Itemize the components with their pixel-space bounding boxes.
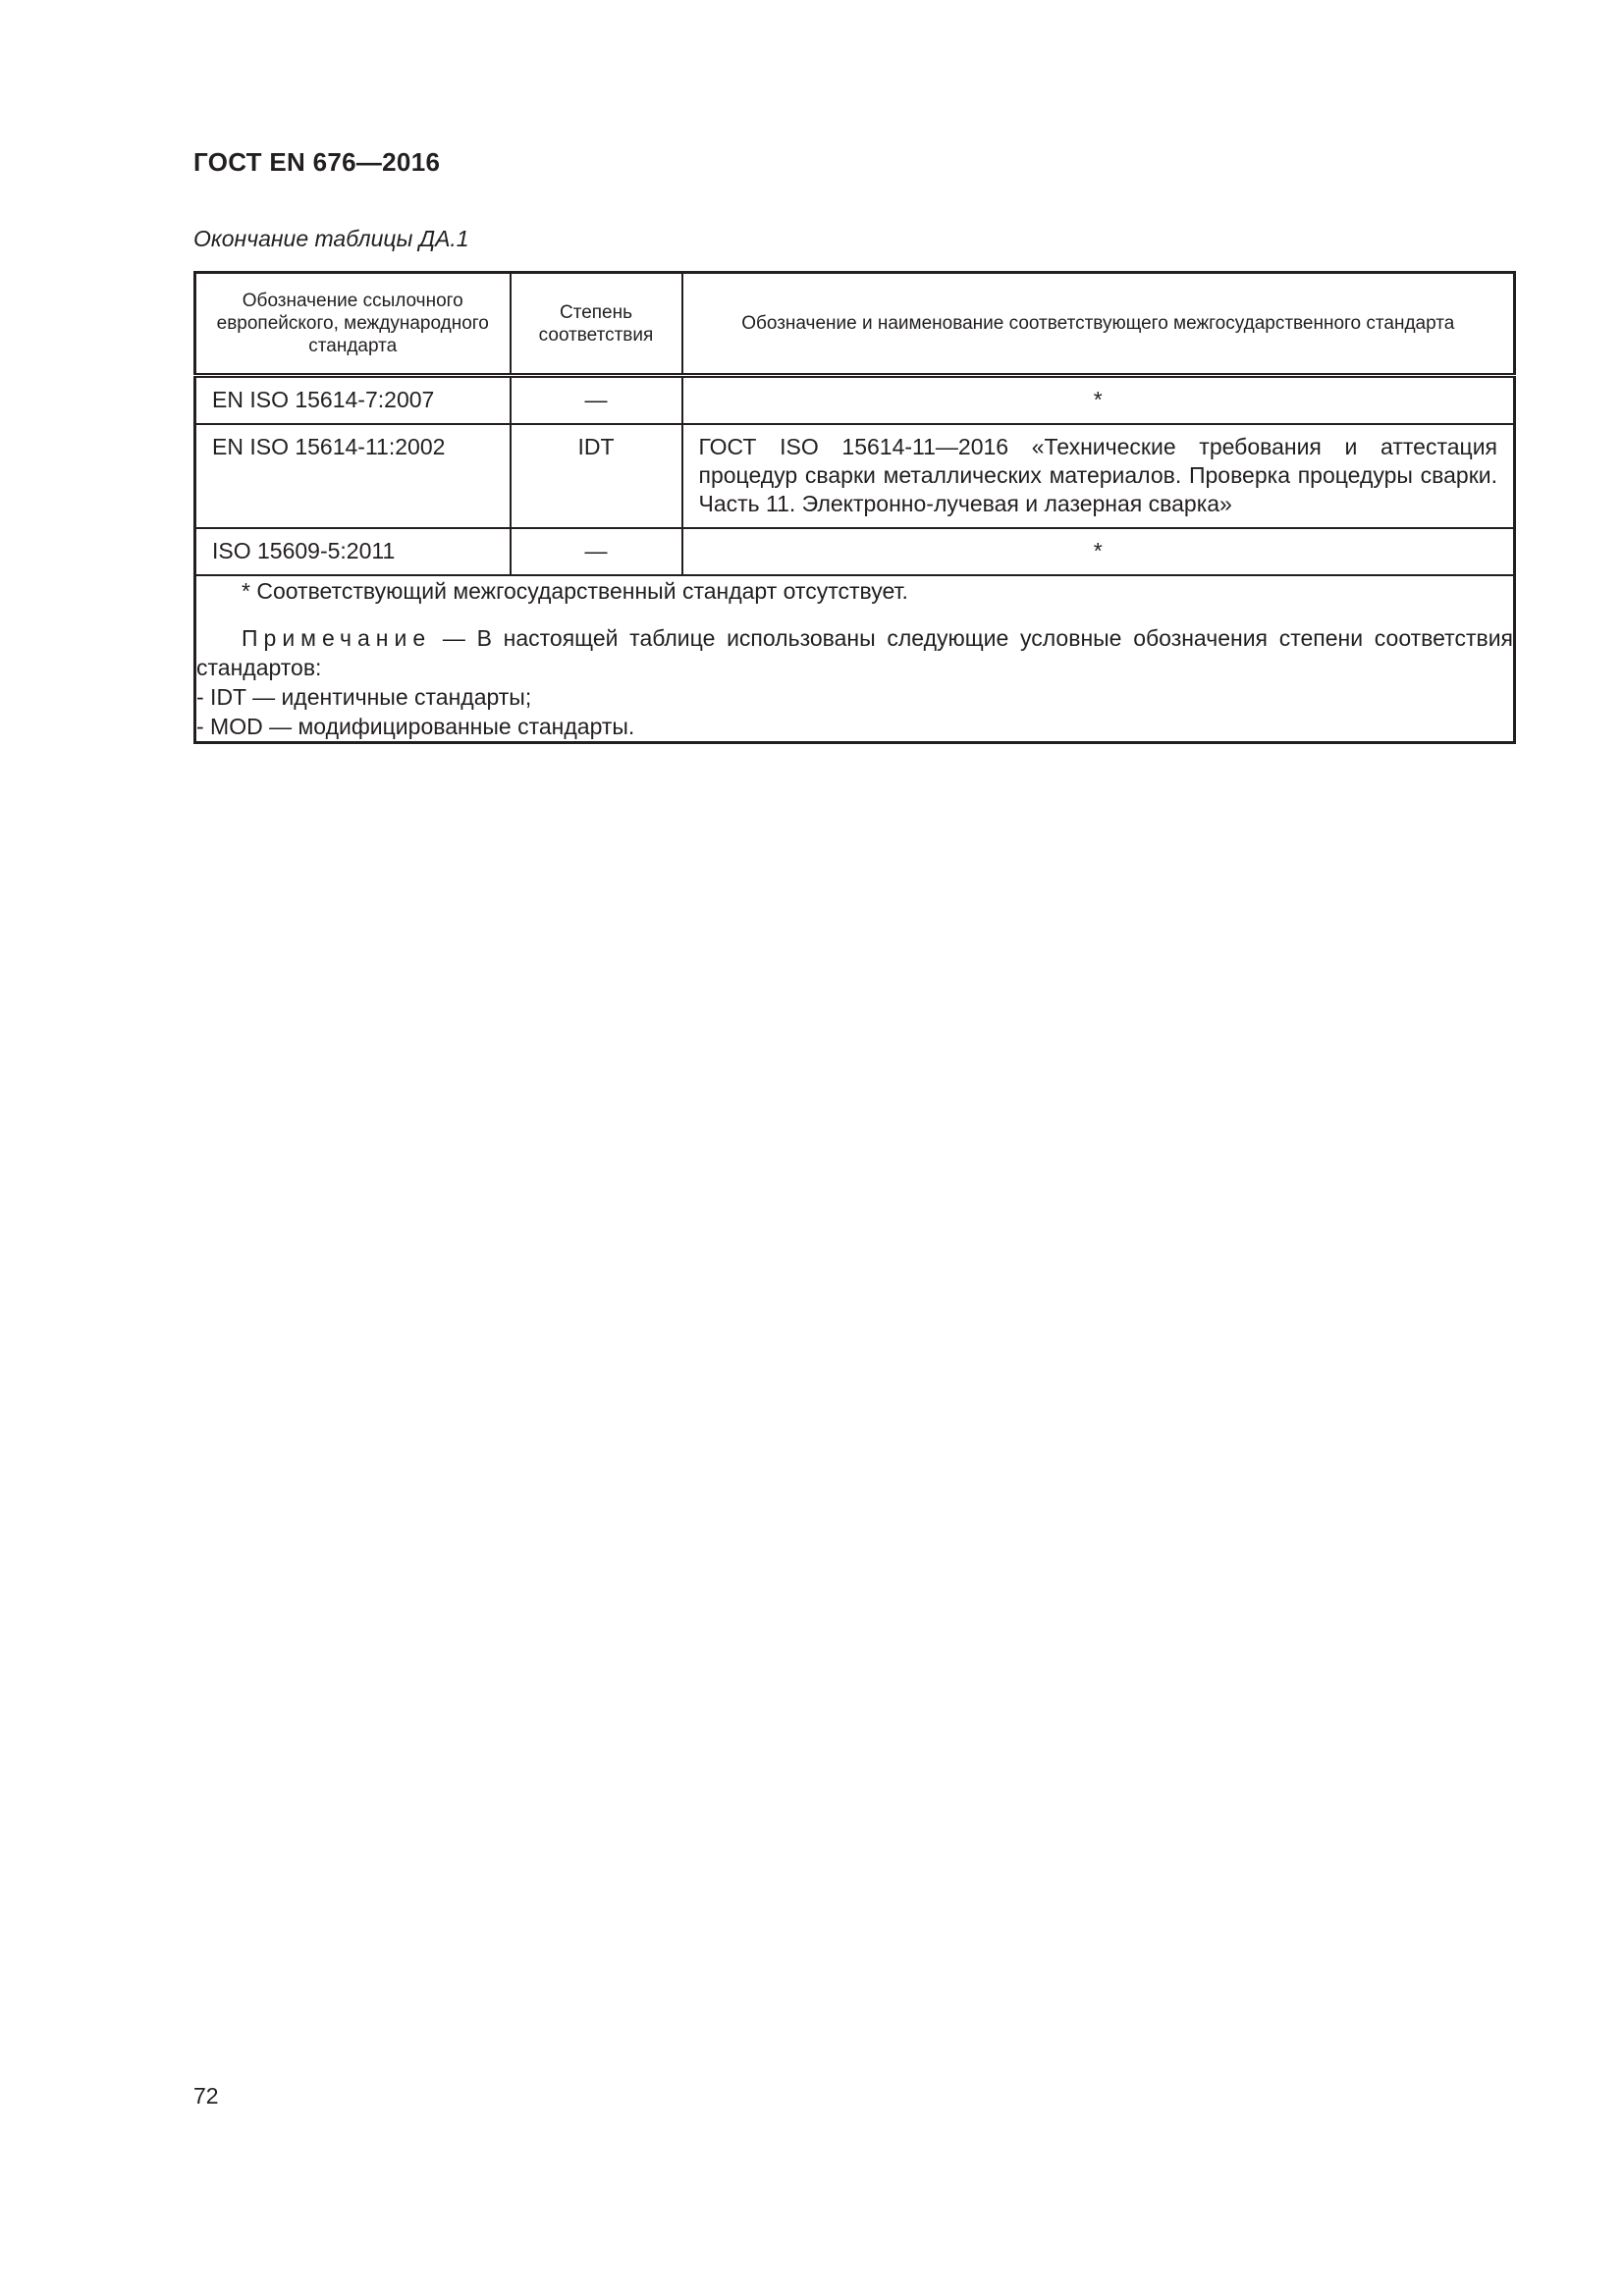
note-paragraph (196, 623, 1513, 682)
column-header-interstate-standard: Обозначение и наименование соответствующего межгосударственного стандарта (682, 273, 1515, 376)
cell-standard: * (682, 528, 1515, 575)
list-item: - IDT — идентичные стандарты; (196, 684, 532, 710)
cell-degree: — (511, 376, 682, 425)
table-row (195, 528, 1515, 575)
cell-reference: ISO 15609-5:2011 (195, 528, 511, 575)
cell-degree: IDT (511, 424, 682, 528)
column-header-degree: Степень соответствия (511, 273, 682, 376)
page-number: 72 (193, 2083, 219, 2109)
table-row (195, 424, 1515, 528)
column-header-reference: Обозначение ссылочного европейского, международного стандарта (195, 273, 511, 376)
list-item: - MOD — модифицированные стандарты. (196, 714, 635, 739)
reference-standards-table (193, 271, 1516, 744)
cell-standard: ГОСТ ISO 15614-11—2016 «Технические требования и аттестация процедур сварки металлических материалов. Проверка процедуры сварки. Часть 11. Электронно-лучевая и лазерная сварка» (682, 424, 1515, 528)
note-text: — В настоящей таблице использованы следующие условные обозначения степени соответствия стандартов: (196, 625, 1513, 680)
note-label: Примечание (242, 625, 432, 651)
document-header: ГОСТ EN 676—2016 (193, 147, 441, 177)
table-header-row (195, 273, 1515, 376)
table-notes-row (195, 575, 1515, 743)
cell-reference: EN ISO 15614-7:2007 (195, 376, 511, 425)
cell-standard: * (682, 376, 1515, 425)
table-notes (195, 575, 1515, 743)
table-caption: Окончание таблицы ДА.1 (193, 226, 469, 251)
cell-reference: EN ISO 15614-11:2002 (195, 424, 511, 528)
footnote: * Соответствующий межгосударственный стандарт отсутствует. (242, 578, 908, 604)
table-row (195, 376, 1515, 425)
cell-degree: — (511, 528, 682, 575)
